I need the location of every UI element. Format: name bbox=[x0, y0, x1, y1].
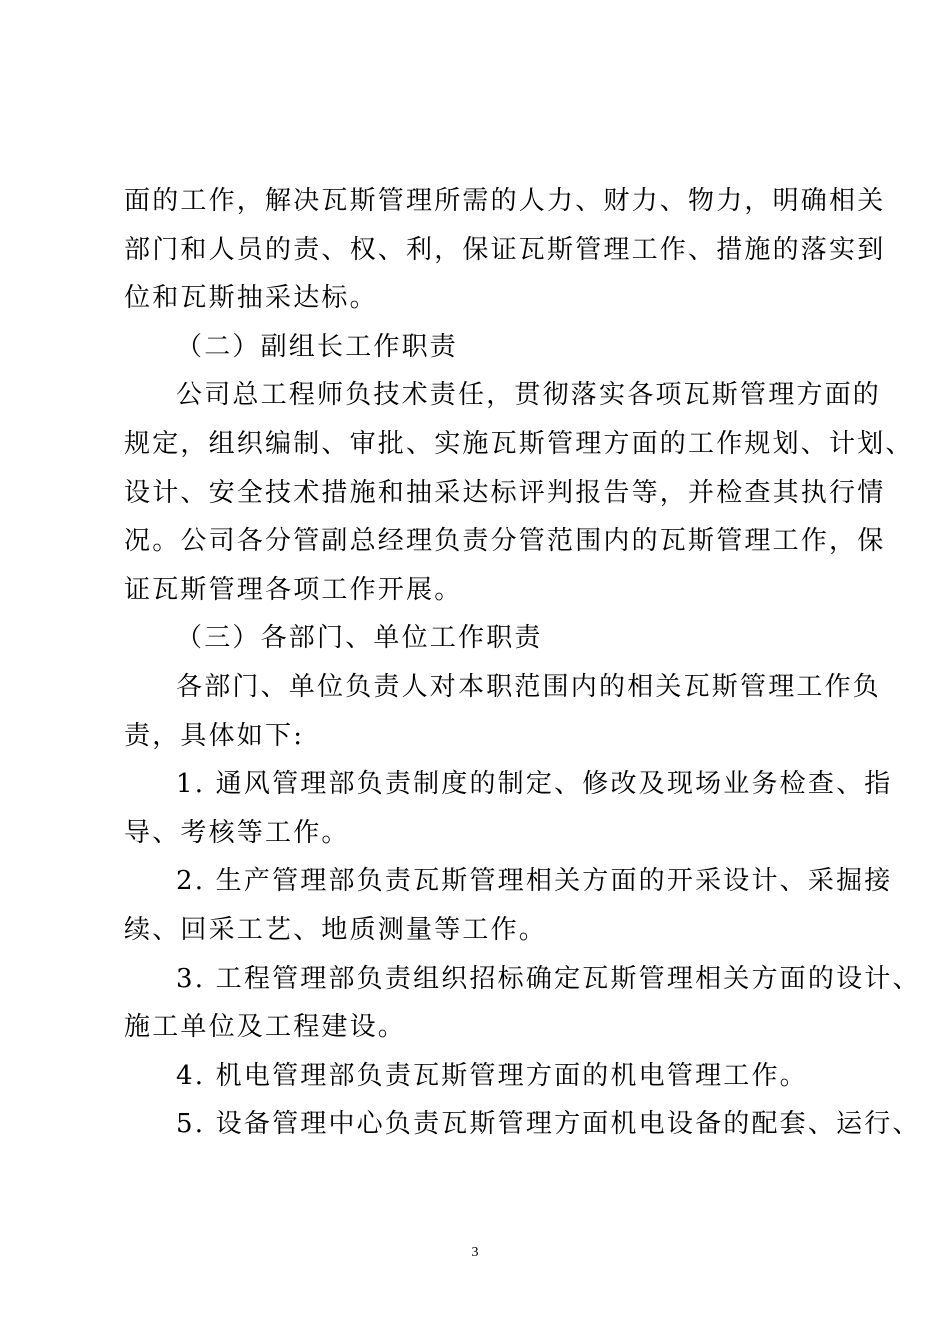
body-line: 况。公司各分管副总经理负责分管范围内的瓦斯管理工作，保 bbox=[124, 526, 886, 557]
list-item: 3. 工程管理部负责组织招标确定瓦斯管理相关方面的设计、 bbox=[176, 963, 921, 994]
list-item-continuation: 导、考核等工作。 bbox=[124, 817, 350, 848]
list-item-continuation: 施工单位及工程建设。 bbox=[124, 1012, 407, 1043]
body-line: 位和瓦斯抽采达标。 bbox=[124, 283, 378, 314]
body-line: 证瓦斯管理各项工作开展。 bbox=[124, 574, 463, 605]
section-heading: （二）副组长工作职责 bbox=[176, 331, 459, 362]
list-item-continuation: 续、回采工艺、地质测量等工作。 bbox=[124, 914, 548, 945]
list-item: 2. 生产管理部负责瓦斯管理相关方面的开采设计、采掘接 bbox=[176, 866, 893, 897]
document-body bbox=[124, 177, 921, 1149]
body-line: 面的工作，解决瓦斯管理所需的人力、财力、物力，明确相关 bbox=[124, 186, 886, 216]
section-heading: （三）各部门、单位工作职责 bbox=[176, 623, 543, 654]
list-item: 5. 设备管理中心负责瓦斯管理方面机电设备的配套、运行、 bbox=[176, 1109, 921, 1140]
page-number: 3 bbox=[471, 1245, 479, 1260]
body-line: 部门和人员的责、权、利，保证瓦斯管理工作、措施的落实到 bbox=[124, 234, 886, 265]
body-line: 设计、安全技术措施和抽采达标评判报告等，并检查其执行情 bbox=[124, 477, 886, 508]
list-item: 4. 机电管理部负责瓦斯管理方面的机电管理工作。 bbox=[176, 1060, 808, 1091]
body-line: 责，具体如下: bbox=[124, 720, 305, 751]
list-item: 1. 通风管理部负责制度的制定、修改及现场业务检查、指 bbox=[176, 769, 893, 800]
body-line: 规定，组织编制、审批、实施瓦斯管理方面的工作规划、计划、 bbox=[124, 428, 914, 459]
body-line: 各部门、单位负责人对本职范围内的相关瓦斯管理工作负 bbox=[176, 671, 882, 702]
body-line: 公司总工程师负技术责任，贯彻落实各项瓦斯管理方面的 bbox=[176, 380, 882, 411]
